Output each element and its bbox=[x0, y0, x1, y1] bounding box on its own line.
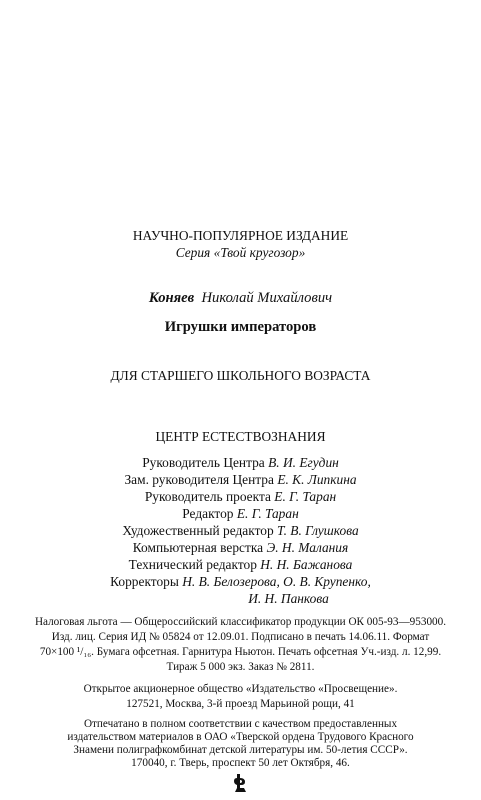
author-surname: Коняев bbox=[148, 290, 195, 306]
series-title: Серия «Твой кругозор» bbox=[175, 245, 306, 260]
credit-name: Е. Г. Таран bbox=[236, 506, 299, 521]
credit-name: В. И. Егудин bbox=[268, 455, 339, 470]
author-given-names: Николай Михайлович bbox=[201, 290, 333, 306]
credit-name: И. Н. Панкова bbox=[248, 591, 329, 606]
credit-name: Т. В. Глушкова bbox=[277, 523, 359, 538]
audience-label: ДЛЯ СТАРШЕГО ШКОЛЬНОГО ВОЗРАСТА bbox=[110, 368, 371, 383]
publisher-logo-icon bbox=[231, 772, 251, 794]
credit-line bbox=[0, 540, 481, 556]
credit-line bbox=[0, 557, 481, 573]
credit-name: Е. Г. Таран bbox=[274, 489, 337, 504]
imprint-line: Изд. лиц. Серия ИД № 05824 от 12.09.01. Подписано в печать 14.06.11. Формат bbox=[51, 631, 430, 643]
publisher-line: Открытое акционерное общество «Издательство «Просвещение». bbox=[83, 683, 398, 695]
credit-line bbox=[0, 455, 481, 471]
author-line bbox=[0, 290, 481, 307]
printer-line: Отпечатано в полном соответствии с качеством предоставленных bbox=[83, 718, 398, 730]
credit-line bbox=[0, 574, 481, 590]
credit-role: Зам. руководителя Центра bbox=[124, 472, 274, 487]
credit-name: Н. Н. Бажанова bbox=[260, 557, 353, 572]
printer-line: 170040, г. Тверь, проспект 50 лет Октября, 46. bbox=[131, 757, 350, 769]
book-title: Игрушки императоров bbox=[164, 319, 317, 335]
credit-line bbox=[0, 506, 481, 522]
credit-line bbox=[96, 591, 481, 607]
credit-role: Технический редактор bbox=[128, 557, 257, 572]
credit-name: Н. В. Белозерова, О. В. Крупенко, bbox=[182, 574, 371, 589]
credit-role: Художественный редактор bbox=[122, 523, 274, 538]
credit-role: Руководитель Центра bbox=[142, 455, 265, 470]
imprint-line: Тираж 5 000 экз. Заказ № 2811. bbox=[166, 661, 315, 673]
credit-name: Э. Н. Малания bbox=[266, 540, 349, 555]
imprint-line: Налоговая льгота — Общероссийский классификатор продукции ОК 005-93—953000. bbox=[34, 616, 447, 628]
credit-line bbox=[0, 489, 481, 505]
credit-role: Корректоры bbox=[110, 574, 179, 589]
imprint-line: 70×100 ¹/₁₆. Бумага офсетная. Гарнитура Ньютон. Печать офсетная Уч.-изд. л. 12,99. bbox=[39, 646, 442, 658]
center-name: ЦЕНТР ЕСТЕСТВОЗНАНИЯ bbox=[155, 429, 326, 444]
publisher-line: 127521, Москва, 3-й проезд Марьиной рощи, 41 bbox=[126, 698, 355, 710]
printer-line: Знамени полиграфкомбинат детской литературы им. 50-летия СССР». bbox=[73, 744, 408, 756]
credit-line bbox=[0, 472, 481, 488]
credit-role: Компьютерная верстка bbox=[132, 540, 264, 555]
credit-name: Е. К. Липкина bbox=[277, 472, 357, 487]
edition-type: НАУЧНО-ПОПУЛЯРНОЕ ИЗДАНИЕ bbox=[132, 228, 349, 243]
printer-line: издательством материалов в ОАО «Тверской ордена Трудового Красного bbox=[67, 731, 414, 743]
credit-line bbox=[0, 523, 481, 539]
credit-role: Редактор bbox=[182, 506, 234, 521]
credit-role: Руководитель проекта bbox=[144, 489, 271, 504]
